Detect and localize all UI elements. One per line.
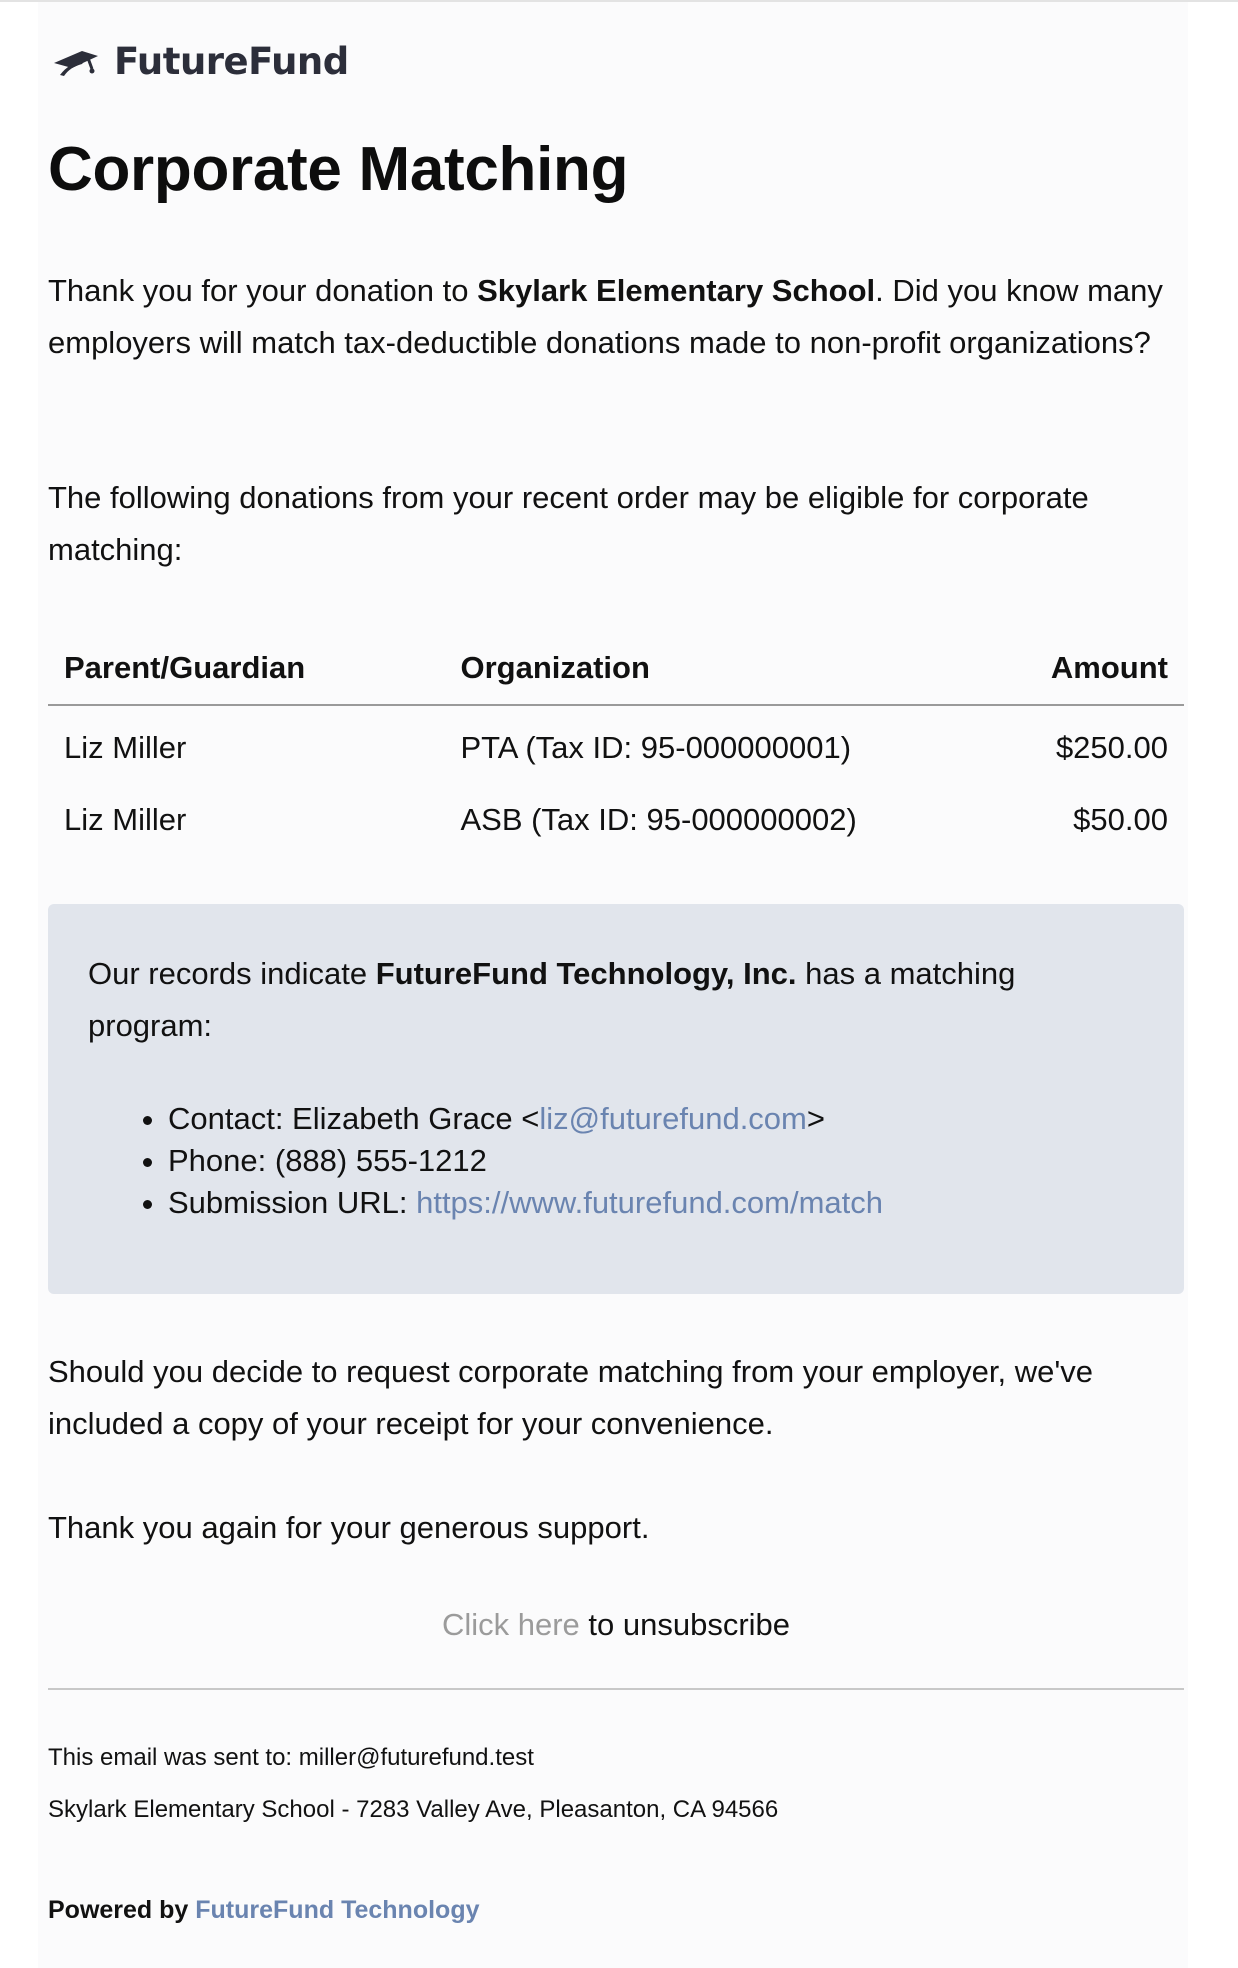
- donations-table: [48, 642, 1184, 856]
- company-name: FutureFund Technology, Inc.: [375, 956, 797, 991]
- eligible-paragraph: The following donations from your recent order may be eligible for corporate matching:: [48, 480, 1089, 567]
- row-amount: $250.00: [1055, 730, 1168, 765]
- brand-name: FutureFund: [114, 40, 349, 83]
- submission-url-item: [168, 1182, 1144, 1224]
- powered-label: Powered by: [48, 1896, 196, 1924]
- matching-after: has a matching program:: [88, 956, 1016, 1043]
- powered-by-link[interactable]: FutureFund Technology: [195, 1896, 480, 1924]
- intro-before: Thank you for your donation to: [48, 273, 478, 308]
- row-organization: ASB (Tax ID: 95-000000002): [460, 802, 857, 837]
- header-organization: Organization: [444, 642, 1034, 705]
- intro-paragraph: [48, 265, 1168, 369]
- unsubscribe-line: [48, 1604, 1184, 1646]
- unsubscribe-text: to unsubscribe: [579, 1607, 791, 1642]
- table-row: [48, 784, 1184, 856]
- table-header-row: [48, 642, 1184, 705]
- matching-program-box: [48, 904, 1184, 1294]
- footer-divider: [48, 1688, 1184, 1690]
- header-parent: Parent/Guardian: [48, 642, 444, 705]
- contact-close: >: [806, 1101, 825, 1136]
- matching-before: Our records indicate: [88, 956, 376, 991]
- contact-item: [168, 1098, 1144, 1140]
- mortarboard-swoosh-icon: [52, 47, 100, 77]
- matching-intro: [88, 948, 1088, 1052]
- school-name: Skylark Elementary School: [477, 273, 876, 308]
- header-amount: Amount: [1035, 642, 1184, 705]
- intro-after: . Did you know many employers will match tax-deductible donations made to non-profit organizations?: [48, 273, 1163, 360]
- row-organization: PTA (Tax ID: 95-000000001): [460, 730, 852, 765]
- decide-paragraph: Should you decide to request corporate matching from your employer, we've included a copy of your receipt for your convenience.: [48, 1354, 1093, 1441]
- row-parent: Liz Miller: [64, 802, 187, 837]
- contact-label: Contact: Elizabeth Grace <: [168, 1101, 540, 1136]
- school-address: Skylark Elementary School - 7283 Valley Ave, Pleasanton, CA 94566: [48, 1796, 779, 1823]
- url-label: Submission URL:: [168, 1185, 417, 1220]
- submission-url-link[interactable]: https://www.futurefund.com/match: [416, 1185, 884, 1220]
- logo: [52, 40, 349, 83]
- thanks-paragraph: Thank you again for your generous support.: [48, 1510, 650, 1545]
- phone-item: • Phone: (888) 555-1212: [168, 1140, 1144, 1182]
- sent-to-text: This email was sent to: miller@futurefund.test: [48, 1744, 534, 1771]
- page-title: Corporate Matching: [48, 135, 629, 204]
- row-amount: $50.00: [1073, 802, 1168, 837]
- row-parent: Liz Miller: [64, 730, 187, 765]
- table-row: [48, 705, 1184, 784]
- contact-email-link[interactable]: liz@futurefund.com: [539, 1101, 807, 1136]
- unsubscribe-link[interactable]: Click here: [441, 1607, 580, 1642]
- powered-by: [48, 1896, 480, 1925]
- matching-details-list: [88, 1098, 1144, 1224]
